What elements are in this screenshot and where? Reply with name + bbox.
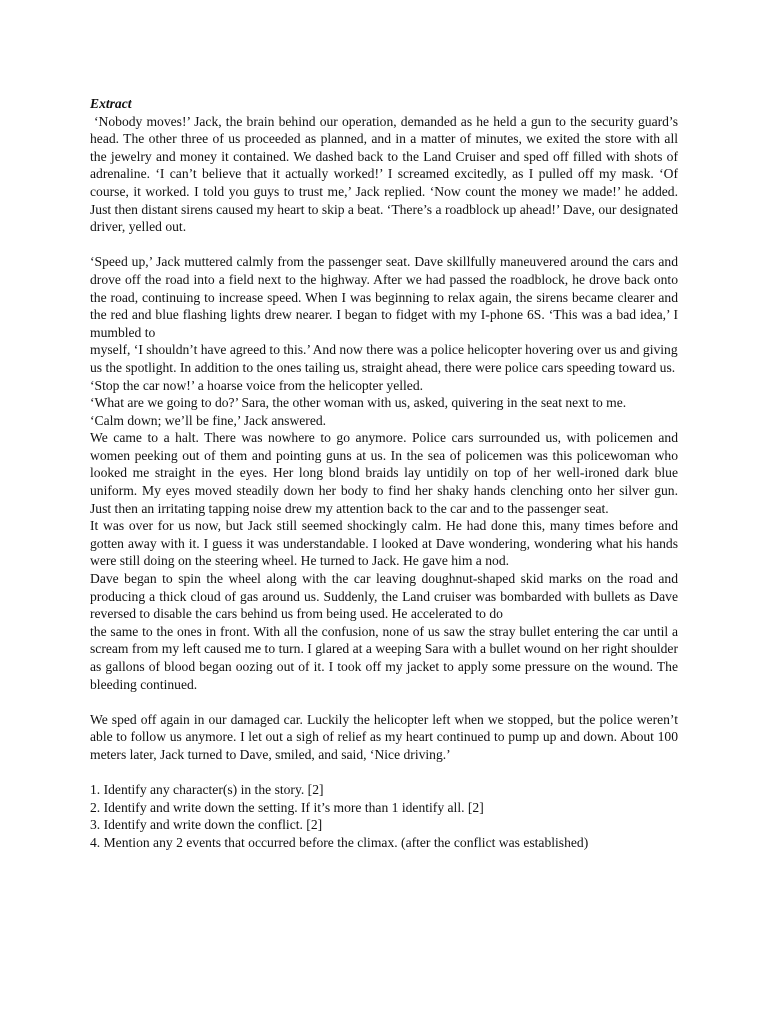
- paragraph-halt: We came to a halt. There was nowhere to go anymore. Police cars surrounded us, with policemen and women peeking out of them and pointing guns at us. In the sea of policemen was this policewoman who looked me straight in the eyes. Her long blond braids lay untidily on top of her well-ironed dark blue uniform. My eyes moved steadily down her body to find her shaky hands clenching onto her silver gun. Just then an irritating tapping noise drew my attention back to the car and to the passenger seat.: [90, 430, 678, 516]
- paragraph-sara-question: ‘What are we going to do?’ Sara, the other woman with us, asked, quivering in the seat next to me.: [90, 395, 627, 411]
- paragraph-stop-order: ‘Stop the car now!’ a hoarse voice from the helicopter yelled.: [90, 377, 424, 393]
- paragraph-escape: ‘Speed up,’ Jack muttered calmly from the passenger seat. Dave skillfully maneuvered around the cars and drove off the road into a field next to the highway. After we had passed the roadblock, he drove back onto the road, continuing to increase speed. When I was beginning to relax again, the sirens became clearer and the red and blue flashing lights drew nearer. I began to fidget with my I-phone 6S. ‘This was a bad idea,’ I mumbled to: [90, 254, 678, 340]
- paragraph-gap: [90, 236, 678, 254]
- question-item: 3. Identify and write down the conflict. [2]: [90, 817, 323, 833]
- question-item: 1. Identify any character(s) in the story. [2]: [90, 782, 324, 798]
- paragraph-robbery: ‘Nobody moves!’ Jack, the brain behind our operation, demanded as he held a gun to the security guard’s head. The other three of us proceeded as planned, and in a matter of minutes, we exited the store with all the jewelry and money it contained. We dashed back to the Land Cruiser and sped off filled with shots of adrenaline. ‘I can’t believe that it actually worked!’ I screamed excitedly, as I pulled off my mask. ‘Of course, it worked. I told you guys to trust me,’ Jack replied. ‘Now count the money we made!’ he added. Just then distant sirens caused my heart to skip a beat. ‘There’s a roadblock up ahead!’ Dave, our designated driver, yelled out.: [90, 113, 678, 235]
- extract-title: Extract: [90, 96, 132, 111]
- document-body: [90, 95, 678, 852]
- paragraph-ending: We sped off again in our damaged car. Luckily the helicopter left when we stopped, but the police weren’t able to follow us anymore. I let out a sigh of relief as my heart continued to pump up and down. About 100 meters later, Jack turned to Dave, smiled, and said, ‘Nice driving.’: [90, 711, 678, 762]
- paragraph-jack-calm: It was over for us now, but Jack still seemed shockingly calm. He had done this, many times before and gotten away with it. I guess it was understandable. I looked at Dave wondering, wondering what his hands were still doing on the steering wheel. He turned to Jack. He gave him a nod.: [90, 518, 678, 569]
- question-item: 4. Mention any 2 events that occurred before the climax. (after the conflict was established): [90, 834, 589, 850]
- questions-list: [90, 781, 678, 851]
- paragraph-gap: [90, 693, 678, 711]
- paragraph-helicopter: myself, ‘I shouldn’t have agreed to this.’ And now there was a police helicopter hovering over us and giving us the spotlight. In addition to the ones tailing us, straight ahead, there were police cars speeding toward us.: [90, 342, 678, 375]
- paragraph-gap: [90, 764, 678, 782]
- paragraph-doughnut: Dave began to spin the wheel along with the car leaving doughnut-shaped skid marks on the road and producing a thick cloud of gas around us. Suddenly, the Land cruiser was bombarded with bullets as Dave reversed to disable the cars behind us from being used. He accelerated to do: [90, 571, 678, 622]
- paragraph-jack-answer: ‘Calm down; we’ll be fine,’ Jack answered.: [90, 412, 327, 428]
- paragraph-bullet: the same to the ones in front. With all the confusion, none of us saw the stray bullet entering the car until a scream from my left caused me to turn. I glared at a weeping Sara with a bullet wound on her right shoulder as gallons of blood began oozing out of it. I took off my jacket to apply some pressure on the wound. The bleeding continued.: [90, 623, 678, 692]
- question-item: 2. Identify and write down the setting. If it’s more than 1 identify all. [2]: [90, 799, 484, 815]
